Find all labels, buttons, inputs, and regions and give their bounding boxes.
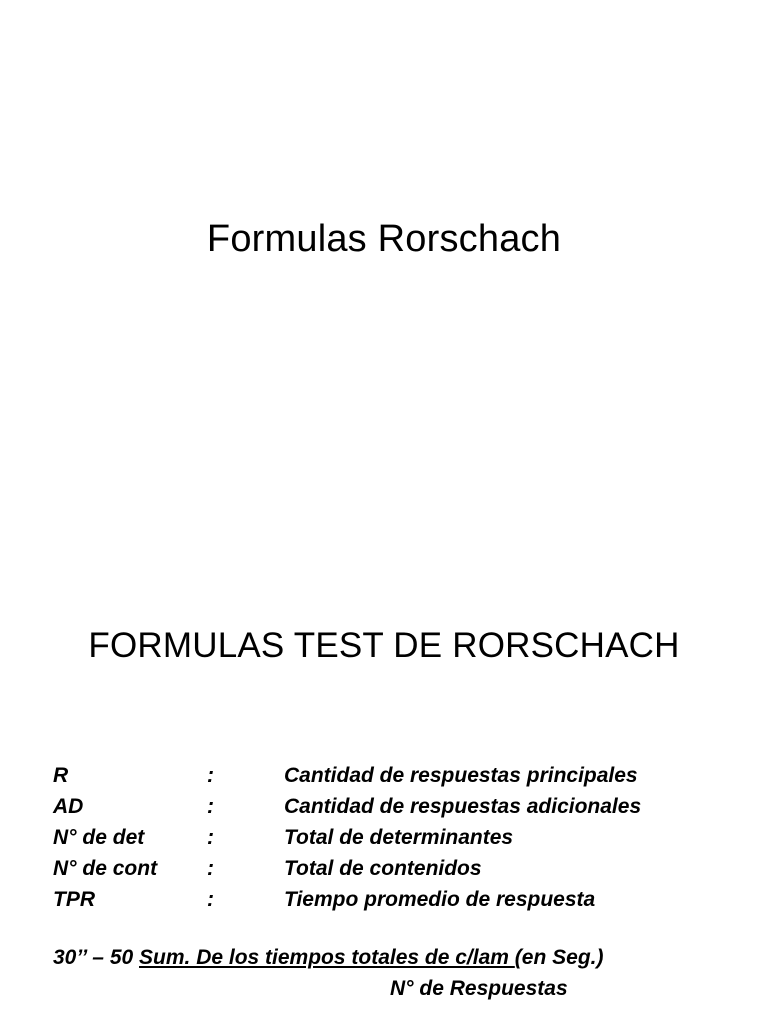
formula-prefix: 30’’ – 50 xyxy=(53,946,140,969)
definition-term: N° de cont xyxy=(53,857,158,880)
definition-term: N° de det xyxy=(53,826,145,849)
formula-denominator: N° de Respuestas xyxy=(390,977,568,1000)
definition-description: Total de contenidos xyxy=(284,857,482,880)
definition-colon: : xyxy=(207,857,214,880)
definition-description: Cantidad de respuestas adicionales xyxy=(284,795,642,818)
definition-colon: : xyxy=(207,764,214,787)
formula-numerator: Sum. De los tiempos totales de c/lam xyxy=(139,946,515,969)
definition-term: AD xyxy=(53,795,84,818)
definition-term: TPR xyxy=(53,888,95,911)
definition-term: R xyxy=(53,764,69,787)
slide-title: Formulas Rorschach xyxy=(206,218,562,260)
tpr-formula xyxy=(53,943,603,973)
definition-description: Total de determinantes xyxy=(284,826,514,849)
definition-description: Tiempo promedio de respuesta xyxy=(284,888,596,911)
definition-colon: : xyxy=(207,888,214,911)
formula-suffix: (en Seg.) xyxy=(514,946,604,969)
definition-colon: : xyxy=(207,795,214,818)
definition-colon: : xyxy=(207,826,214,849)
definition-description: Cantidad de respuestas principales xyxy=(284,764,638,787)
section-title: FORMULAS TEST DE RORSCHACH xyxy=(88,626,680,665)
